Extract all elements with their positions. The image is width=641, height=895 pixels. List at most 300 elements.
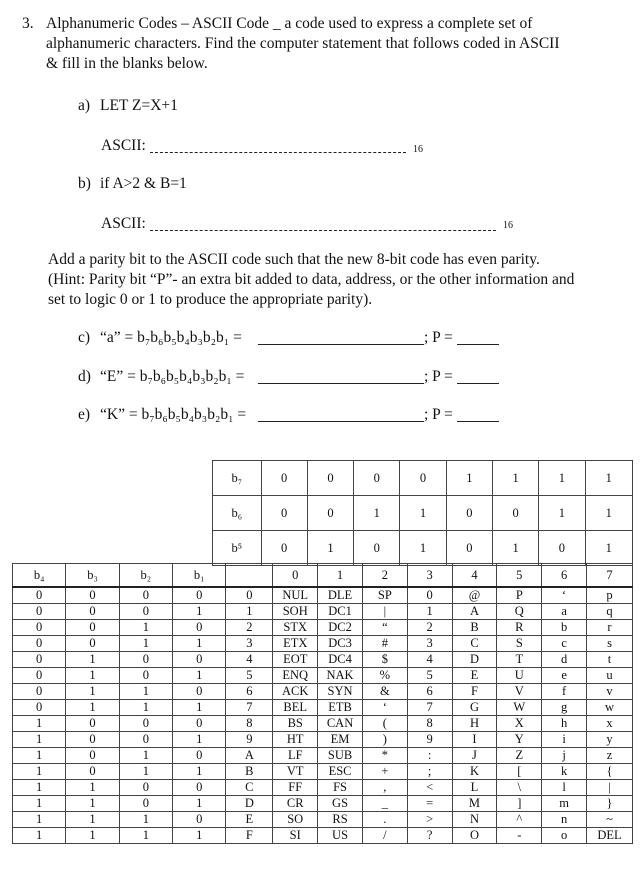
table-cell: 4: [226, 652, 273, 668]
table-cell: <: [407, 780, 452, 796]
table-cell: ETX: [273, 636, 318, 652]
table-cell: ~: [587, 812, 633, 828]
table-cell: B: [226, 764, 273, 780]
table-cell: y: [587, 732, 633, 748]
table-cell: 1: [13, 764, 66, 780]
question-line-2: alphanumeric characters. Find the computer statement that follows coded in ASCII: [46, 35, 560, 52]
part-a-ascii-label: ASCII:: [101, 137, 146, 154]
table-cell: L: [452, 780, 497, 796]
table-cell: 9: [226, 732, 273, 748]
table-cell: -: [497, 828, 542, 844]
bit-value-cell: 0: [446, 531, 492, 566]
bit-value-cell: 1: [539, 496, 585, 531]
table-cell: ESC: [318, 764, 363, 780]
bit-value-cell: 1: [307, 531, 353, 566]
table-cell: 1: [119, 828, 172, 844]
table-cell: BEL: [273, 700, 318, 716]
table-cell: f: [542, 684, 587, 700]
column-header-cell: 2: [362, 564, 407, 588]
table-cell: 0: [66, 620, 119, 636]
table-cell: U: [497, 668, 542, 684]
table-row: [13, 812, 633, 828]
table-cell: 6: [407, 684, 452, 700]
table-cell: 1: [119, 812, 172, 828]
table-cell: 0: [13, 684, 66, 700]
bit-value-cell: 0: [446, 496, 492, 531]
table-cell: 1: [407, 604, 452, 620]
table-cell: VT: [273, 764, 318, 780]
table-cell: {: [587, 764, 633, 780]
table-cell: o: [542, 828, 587, 844]
table-cell: 0: [173, 812, 226, 828]
table-cell: D: [226, 796, 273, 812]
bit-value-cell: 0: [354, 531, 400, 566]
table-cell: W: [497, 700, 542, 716]
table-cell: 0: [119, 652, 172, 668]
bit-value-cell: 0: [261, 461, 307, 496]
table-row: [13, 716, 633, 732]
table-cell: LF: [273, 748, 318, 764]
table-cell: 1: [66, 668, 119, 684]
bit-value-cell: 1: [585, 531, 632, 566]
table-cell: N: [452, 812, 497, 828]
bit-value-cell: 1: [585, 496, 632, 531]
table-cell: &: [362, 684, 407, 700]
question-number: 3.: [22, 15, 34, 32]
table-cell: w: [587, 700, 633, 716]
parity-item-d-label: d): [78, 368, 91, 385]
part-a-base: 16: [413, 144, 423, 155]
table-cell: 1: [119, 684, 172, 700]
table-cell: 1: [226, 604, 273, 620]
table-cell: k: [542, 764, 587, 780]
table-cell: 4: [407, 652, 452, 668]
table-cell: 1: [173, 732, 226, 748]
table-cell: 2: [407, 620, 452, 636]
table-cell: ?: [407, 828, 452, 844]
table-cell: p: [587, 587, 633, 604]
table-cell: 1: [119, 620, 172, 636]
table-cell: R: [497, 620, 542, 636]
table-cell: 6: [226, 684, 273, 700]
table-cell: 0: [173, 780, 226, 796]
table-row: [13, 620, 633, 636]
table-cell: BS: [273, 716, 318, 732]
table-row: [13, 652, 633, 668]
table-cell: EOT: [273, 652, 318, 668]
table-cell: 0: [173, 716, 226, 732]
table-cell: 0: [173, 652, 226, 668]
table-row: [13, 684, 633, 700]
table-cell: 0: [173, 620, 226, 636]
table-cell: ‘: [542, 587, 587, 604]
parity-item-c-p: ; P =: [424, 329, 453, 346]
column-header-cell: b₃: [66, 564, 119, 588]
parity-line-1: Add a parity bit to the ASCII code such that the new 8-bit code has even parity.: [48, 251, 540, 268]
bit-value-cell: 1: [354, 496, 400, 531]
bit-value-cell: 1: [400, 531, 446, 566]
column-header-cell: [226, 564, 273, 588]
bit-value-cell: 0: [307, 496, 353, 531]
table-cell: 1: [173, 796, 226, 812]
table-cell: d: [542, 652, 587, 668]
table-cell: 0: [66, 748, 119, 764]
bit-label-cell: b⁵: [213, 531, 262, 566]
table-cell: >: [407, 812, 452, 828]
table-cell: h: [542, 716, 587, 732]
table-cell: s: [587, 636, 633, 652]
table-cell: B: [452, 620, 497, 636]
table-cell: ACK: [273, 684, 318, 700]
table-cell: Z: [497, 748, 542, 764]
column-header-cell: 6: [542, 564, 587, 588]
table-cell: 5: [226, 668, 273, 684]
table-cell: [: [497, 764, 542, 780]
table-cell: DLE: [318, 587, 363, 604]
table-cell: 0: [119, 796, 172, 812]
column-header-cell: b₂: [119, 564, 172, 588]
table-cell: +: [362, 764, 407, 780]
table-cell: $: [362, 652, 407, 668]
table-cell: 1: [13, 748, 66, 764]
table-row: [13, 828, 633, 844]
table-cell: 0: [119, 732, 172, 748]
table-cell: F: [452, 684, 497, 700]
table-cell: SOH: [273, 604, 318, 620]
bit-label-cell: b₆: [213, 496, 262, 531]
table-cell: E: [226, 812, 273, 828]
table-cell: j: [542, 748, 587, 764]
table-cell: ^: [497, 812, 542, 828]
table-cell: 0: [119, 604, 172, 620]
table-cell: T: [497, 652, 542, 668]
parity-item-d-p: ; P =: [424, 368, 453, 385]
table-cell: =: [407, 796, 452, 812]
table-cell: 9: [407, 732, 452, 748]
table-cell: /: [362, 828, 407, 844]
parity-item-e-code-blank[interactable]: [258, 421, 424, 422]
table-cell: :: [407, 748, 452, 764]
table-cell: DC4: [318, 652, 363, 668]
part-b-statement: if A>2 & B=1: [100, 175, 187, 192]
table-cell: 1: [173, 700, 226, 716]
column-header-cell: 5: [497, 564, 542, 588]
table-cell: ENQ: [273, 668, 318, 684]
table-cell: b: [542, 620, 587, 636]
table-cell: 1: [66, 780, 119, 796]
column-header-cell: 3: [407, 564, 452, 588]
table-cell: ETB: [318, 700, 363, 716]
table-cell: 0: [13, 604, 66, 620]
table-cell: m: [542, 796, 587, 812]
table-row: [13, 604, 633, 620]
table-cell: Q: [497, 604, 542, 620]
table-cell: 1: [119, 764, 172, 780]
table-cell: 7: [407, 700, 452, 716]
table-cell: S: [497, 636, 542, 652]
parity-item-e-text: “K” = b₇b₆b₅b₄b₃b₂b₁ =: [100, 406, 247, 423]
table-cell: |: [362, 604, 407, 620]
table-row: [13, 732, 633, 748]
table-cell: H: [452, 716, 497, 732]
table-cell: 0: [407, 587, 452, 604]
table-cell: 1: [66, 652, 119, 668]
table-cell: RS: [318, 812, 363, 828]
table-cell: 0: [226, 587, 273, 604]
bit-value-cell: 0: [492, 496, 538, 531]
column-header-cell: 4: [452, 564, 497, 588]
top-header-row: [213, 531, 633, 566]
table-cell: 1: [66, 684, 119, 700]
table-cell: 1: [119, 636, 172, 652]
table-cell: 1: [119, 700, 172, 716]
table-cell: *: [362, 748, 407, 764]
table-cell: 1: [173, 604, 226, 620]
table-cell: 0: [66, 587, 119, 604]
part-b-ascii-label: ASCII:: [101, 215, 146, 232]
table-cell: .: [362, 812, 407, 828]
table-cell: (: [362, 716, 407, 732]
table-cell: 0: [66, 716, 119, 732]
table-cell: n: [542, 812, 587, 828]
table-cell: q: [587, 604, 633, 620]
table-cell: HT: [273, 732, 318, 748]
table-cell: 0: [66, 732, 119, 748]
table-cell: 0: [119, 587, 172, 604]
table-cell: F: [226, 828, 273, 844]
table-cell: c: [542, 636, 587, 652]
table-cell: X: [497, 716, 542, 732]
table-cell: 1: [66, 700, 119, 716]
table-cell: 7: [226, 700, 273, 716]
ascii-table: [12, 563, 633, 844]
table-cell: 0: [119, 716, 172, 732]
bit-value-cell: 1: [539, 461, 585, 496]
column-header-cell: 7: [587, 564, 633, 588]
column-header-cell: 1: [318, 564, 363, 588]
table-cell: E: [452, 668, 497, 684]
part-a-answer-line[interactable]: [150, 152, 406, 153]
table-cell: ;: [407, 764, 452, 780]
table-cell: O: [452, 828, 497, 844]
table-cell: 8: [226, 716, 273, 732]
table-cell: GS: [318, 796, 363, 812]
table-cell: 0: [173, 587, 226, 604]
part-b-label: b): [78, 175, 91, 192]
table-cell: ]: [497, 796, 542, 812]
part-b-base: 16: [503, 220, 513, 231]
table-cell: _: [362, 796, 407, 812]
table-cell: 1: [173, 668, 226, 684]
table-row: [13, 796, 633, 812]
table-cell: 1: [13, 812, 66, 828]
table-cell: 1: [66, 828, 119, 844]
table-cell: 1: [66, 812, 119, 828]
table-cell: STX: [273, 620, 318, 636]
table-cell: FF: [273, 780, 318, 796]
table-cell: @: [452, 587, 497, 604]
table-cell: 0: [13, 636, 66, 652]
table-cell: 0: [66, 604, 119, 620]
table-cell: 0: [173, 748, 226, 764]
table-cell: r: [587, 620, 633, 636]
table-cell: u: [587, 668, 633, 684]
table-cell: DEL: [587, 828, 633, 844]
bit-value-cell: 1: [446, 461, 492, 496]
table-cell: SP: [362, 587, 407, 604]
table-cell: l: [542, 780, 587, 796]
table-cell: I: [452, 732, 497, 748]
parity-line-2: (Hint: Parity bit “P”- an extra bit added to data, address, or the other information and: [48, 271, 575, 288]
table-cell: 0: [119, 780, 172, 796]
bit-value-cell: 1: [492, 461, 538, 496]
table-cell: 1: [173, 828, 226, 844]
table-cell: V: [497, 684, 542, 700]
table-cell: t: [587, 652, 633, 668]
table-cell: i: [542, 732, 587, 748]
table-cell: 0: [13, 700, 66, 716]
column-header-cell: 0: [273, 564, 318, 588]
table-cell: CR: [273, 796, 318, 812]
table-cell: a: [542, 604, 587, 620]
part-a-label: a): [78, 97, 91, 114]
ascii-top-header: [212, 460, 633, 566]
top-header-row: [213, 496, 633, 531]
question-line-3: & fill in the blanks below.: [46, 55, 208, 72]
table-row: [13, 587, 633, 604]
bit-value-cell: 1: [492, 531, 538, 566]
table-cell: A: [226, 748, 273, 764]
table-cell: v: [587, 684, 633, 700]
bit-value-cell: 0: [539, 531, 585, 566]
bit-value-cell: 0: [400, 461, 446, 496]
table-cell: “: [362, 620, 407, 636]
table-cell: 0: [66, 636, 119, 652]
bit-value-cell: 1: [400, 496, 446, 531]
bit-value-cell: 1: [585, 461, 632, 496]
bit-value-cell: 0: [261, 531, 307, 566]
parity-item-e-p-blank[interactable]: [457, 421, 499, 422]
table-cell: 1: [13, 716, 66, 732]
table-cell: 0: [66, 764, 119, 780]
table-cell: 2: [226, 620, 273, 636]
table-cell: A: [452, 604, 497, 620]
parity-item-d-p-blank[interactable]: [457, 383, 499, 384]
table-cell: DC1: [318, 604, 363, 620]
table-cell: 1: [13, 780, 66, 796]
table-cell: 0: [13, 620, 66, 636]
table-cell: DC2: [318, 620, 363, 636]
table-row: [13, 636, 633, 652]
table-cell: |: [587, 780, 633, 796]
table-cell: C: [226, 780, 273, 796]
parity-item-c-text: “a” = b₇b₆b₅b₄b₃b₂b₁ =: [100, 329, 242, 346]
table-cell: 3: [226, 636, 273, 652]
table-cell: NAK: [318, 668, 363, 684]
table-cell: 1: [13, 828, 66, 844]
table-cell: SO: [273, 812, 318, 828]
table-cell: P: [497, 587, 542, 604]
table-cell: %: [362, 668, 407, 684]
table-row: [13, 780, 633, 796]
table-cell: C: [452, 636, 497, 652]
table-cell: K: [452, 764, 497, 780]
table-cell: 1: [13, 796, 66, 812]
table-cell: 0: [13, 668, 66, 684]
table-row: [13, 668, 633, 684]
table-cell: G: [452, 700, 497, 716]
table-cell: 1: [66, 796, 119, 812]
table-cell: 1: [13, 732, 66, 748]
table-cell: 0: [173, 684, 226, 700]
parity-item-c-label: c): [78, 329, 91, 346]
table-cell: M: [452, 796, 497, 812]
table-cell: e: [542, 668, 587, 684]
parity-item-e-label: e): [78, 406, 91, 423]
table-cell: 1: [173, 636, 226, 652]
table-cell: x: [587, 716, 633, 732]
table-row: [13, 764, 633, 780]
table-cell: D: [452, 652, 497, 668]
table-row: [13, 748, 633, 764]
table-cell: 5: [407, 668, 452, 684]
table-cell: 0: [13, 652, 66, 668]
table-cell: 8: [407, 716, 452, 732]
bit-value-cell: 0: [354, 461, 400, 496]
parity-item-d-text: “E” = b₇b₆b₅b₄b₃b₂b₁ =: [100, 368, 245, 385]
table-cell: DC3: [318, 636, 363, 652]
table-cell: 1: [119, 748, 172, 764]
table-cell: }: [587, 796, 633, 812]
table-cell: CAN: [318, 716, 363, 732]
part-b-answer-line[interactable]: [150, 230, 496, 231]
table-cell: EM: [318, 732, 363, 748]
parity-item-c-code-blank[interactable]: [258, 344, 424, 345]
table-cell: Y: [497, 732, 542, 748]
table-cell: g: [542, 700, 587, 716]
question-line-1: Alphanumeric Codes – ASCII Code _ a code used to express a complete set of: [46, 15, 533, 32]
table-cell: ‘: [362, 700, 407, 716]
table-cell: J: [452, 748, 497, 764]
bit-label-cell: b₇: [213, 461, 262, 496]
parity-item-d-code-blank[interactable]: [258, 383, 424, 384]
table-cell: ): [362, 732, 407, 748]
table-row: [13, 700, 633, 716]
table-cell: #: [362, 636, 407, 652]
table-cell: NUL: [273, 587, 318, 604]
column-header-cell: b₄: [13, 564, 66, 588]
table-cell: 1: [173, 764, 226, 780]
table-cell: z: [587, 748, 633, 764]
table-cell: SI: [273, 828, 318, 844]
table-cell: ,: [362, 780, 407, 796]
parity-item-e-p: ; P =: [424, 406, 453, 423]
bit-value-cell: 0: [261, 496, 307, 531]
table-cell: \: [497, 780, 542, 796]
table-cell: SUB: [318, 748, 363, 764]
table-cell: SYN: [318, 684, 363, 700]
part-a-statement: LET Z=X+1: [100, 97, 178, 114]
column-header-row: [13, 564, 633, 588]
parity-line-3: set to logic 0 or 1 to produce the appropriate parity).: [48, 291, 373, 308]
table-cell: 0: [13, 587, 66, 604]
table-cell: 3: [407, 636, 452, 652]
bit-value-cell: 0: [307, 461, 353, 496]
top-header-row: [213, 461, 633, 496]
table-cell: US: [318, 828, 363, 844]
column-header-cell: b₁: [173, 564, 226, 588]
parity-item-c-p-blank[interactable]: [457, 344, 499, 345]
